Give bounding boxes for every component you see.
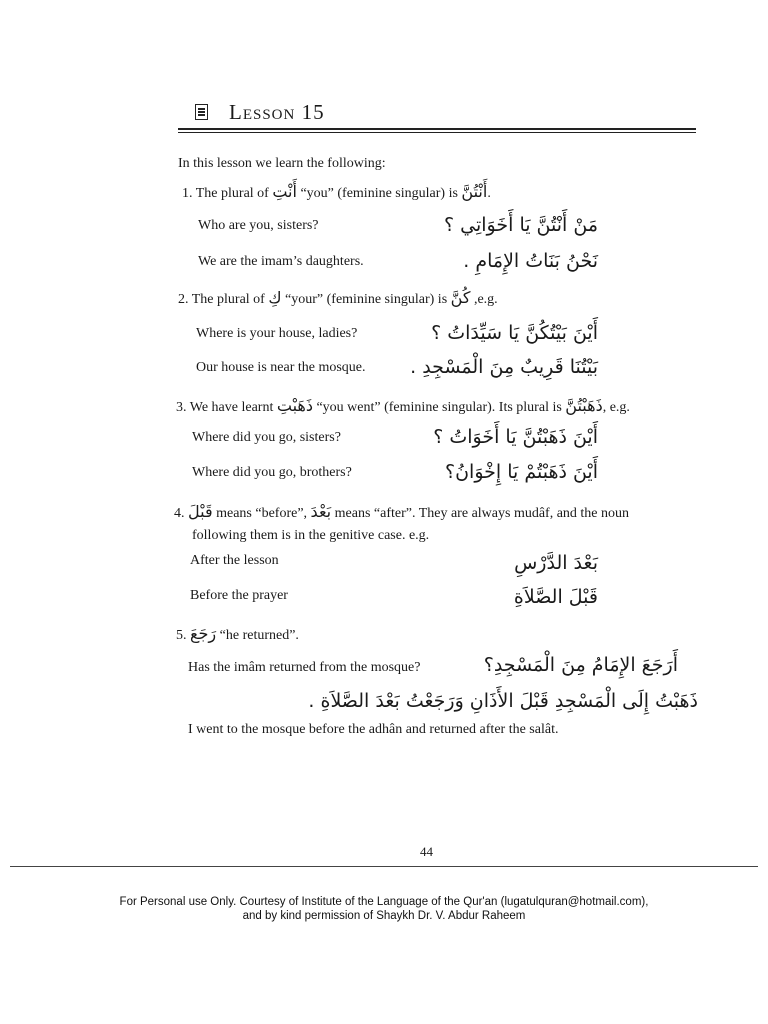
example-arabic: قَبْلَ الصَّلاَةِ — [513, 586, 598, 608]
point-2-pre: The plural of — [191, 292, 265, 307]
point-1-pre: The plural of — [195, 186, 269, 201]
point-3-arabic-term: ذَهَبْتِ — [276, 396, 313, 415]
example-arabic: بَيْتُنَا قَرِيبٌ مِنَ الْمَسْجِدِ . — [410, 356, 598, 378]
point-5-meaning: “he returned”. — [219, 628, 299, 643]
point-3 — [176, 396, 630, 416]
footer-line-1: For Personal use Only. Courtesy of Institute of the Language of the Qur'an (lugatulquran@hotmail.com), — [119, 896, 649, 908]
example-arabic: نَحْنُ بَنَاتُ الإِمَامِ . — [463, 250, 598, 272]
point-5-arabic-term: رَجَعَ — [190, 624, 217, 643]
example-arabic: مَنْ أَنْتُنَّ يَا أَخَوَاتِي ؟ — [444, 214, 598, 236]
example-english: Before the prayer — [190, 588, 288, 603]
point-3-pre: We have learnt — [189, 400, 274, 415]
point-4-line-2: following them is in the genitive case. e.g. — [192, 528, 430, 543]
point-4-arabic-after: بَعْدَ — [310, 502, 332, 521]
point-1-arabic-plural: أَنْتُنَّ — [461, 182, 488, 201]
example-arabic: أَيْنَ ذَهَبْتُمْ يَا إِخْوَانُ؟ — [445, 461, 598, 483]
point-2-arabic-plural: كُنَّ — [450, 288, 471, 307]
footer-rule — [10, 866, 758, 867]
point-1-number: 1. — [182, 186, 193, 201]
footer-line-2: and by kind permission of Shaykh Dr. V. Abdur Raheem — [242, 910, 526, 922]
example-english: We are the imam’s daughters. — [198, 254, 364, 269]
example-english: Who are you, sisters? — [198, 218, 319, 233]
document-icon — [195, 104, 208, 120]
point-3-post: “you went” (feminine singular). Its plural is — [316, 400, 562, 415]
point-4 — [174, 502, 629, 522]
point-2-post: “your” (feminine singular) is — [285, 292, 448, 307]
point-3-tail: , e.g. — [602, 400, 630, 415]
point-2 — [178, 288, 498, 308]
point-1-tail: . — [487, 186, 491, 201]
point-4-arabic-before: قَبْلَ — [188, 502, 213, 521]
point-3-arabic-plural: ذَهَبْتُنَّ — [565, 396, 603, 415]
example-english: Has the imâm returned from the mosque? — [188, 660, 421, 675]
point-1-post: “you” (feminine singular) is — [300, 186, 458, 201]
example-english: After the lesson — [190, 553, 279, 568]
example-arabic: أَيْنَ ذَهَبْتُنَّ يَا أَخَوَاتُ ؟ — [433, 426, 598, 448]
header-rule — [178, 128, 696, 130]
example-english: Where did you go, brothers? — [192, 465, 352, 480]
example-arabic: بَعْدَ الدَّرْسِ — [514, 552, 598, 574]
header-rule-thin — [178, 132, 696, 133]
sentence-arabic: ذَهَبْتُ إِلَى الْمَسْجِدِ قَبْلَ الأَذَانِ وَرَجَعْتُ بَعْدَ الصَّلاَةِ . — [308, 690, 698, 712]
point-2-tail: ,e.g. — [473, 292, 498, 307]
example-arabic: أَرَجَعَ الإِمَامُ مِنَ الْمَسْجِدِ؟ — [483, 654, 678, 676]
point-4-number: 4. — [174, 506, 185, 521]
lesson-title: Lesson 15 — [229, 100, 325, 124]
example-english: Our house is near the mosque. — [196, 360, 366, 375]
point-3-number: 3. — [176, 400, 187, 415]
point-4-means-before: means “before”, — [216, 506, 308, 521]
point-5-number: 5. — [176, 628, 187, 643]
example-english: Where is your house, ladies? — [196, 326, 358, 341]
point-5 — [176, 624, 299, 644]
example-arabic: أَيْنَ بَيْتُكُنَّ يَا سَيِّدَاتُ ؟ — [431, 322, 598, 344]
point-2-arabic-term: كِ — [268, 288, 282, 307]
example-english: Where did you go, sisters? — [192, 430, 341, 445]
point-2-number: 2. — [178, 292, 189, 307]
intro-text: In this lesson we learn the following: — [178, 156, 386, 171]
point-1 — [182, 182, 491, 202]
point-1-arabic-term: أَنْتِ — [272, 182, 297, 201]
sentence-english: I went to the mosque before the adhân and returned after the salât. — [188, 722, 559, 737]
page-number: 44 — [420, 844, 433, 859]
point-4-means-after: means “after”. They are always mudâf, and the noun — [334, 506, 630, 521]
